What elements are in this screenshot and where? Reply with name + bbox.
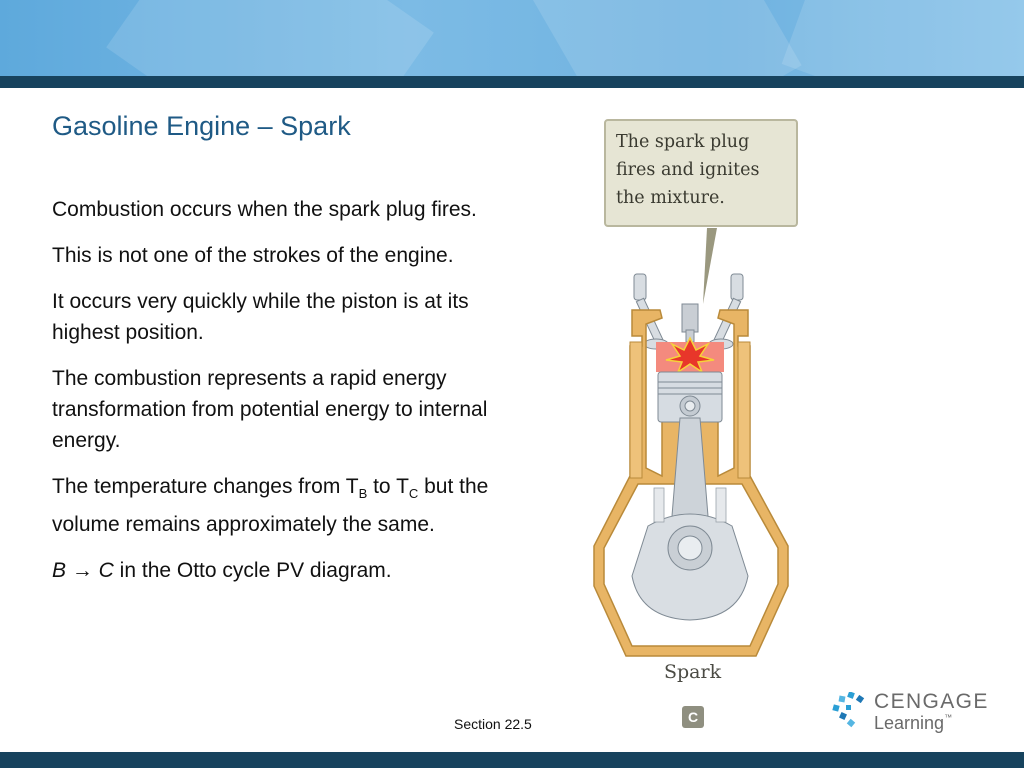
crankshaft (632, 514, 748, 620)
cengage-logo (832, 690, 989, 740)
callout-text: The spark plug fires and ignites the mixture. (616, 132, 760, 208)
engine-diagram (590, 226, 805, 666)
paragraph-not-stroke: This is not one of the strokes of the engine. (52, 244, 454, 267)
paragraph-energy: The combustion represents a rapid energy transformation from potential energy to internal energy. (52, 367, 488, 452)
section-label: Section 22.5 (454, 716, 532, 732)
paragraph-otto: B → C in the Otto cycle PV diagram. (52, 559, 392, 583)
figure-callout (604, 119, 798, 227)
header-bar (0, 76, 1024, 88)
slide-title: Gasoline Engine – Spark (52, 111, 351, 141)
spark-plug (682, 304, 698, 342)
header-banner (0, 0, 1024, 76)
cylinder-right-wall (738, 342, 750, 478)
paragraph-combustion: Combustion occurs when the spark plug fires. (52, 198, 477, 221)
paragraph-quickly: It occurs very quickly while the piston is at its highest position. (52, 290, 469, 344)
slide-body (52, 194, 507, 601)
figure-caption: Spark (664, 661, 722, 683)
piston (658, 372, 722, 422)
footer-bar (0, 752, 1024, 768)
logo-text-cengage: CENGAGE (874, 690, 989, 713)
logo-text-learning: Learning™ (874, 713, 953, 733)
cengage-logo-icon (832, 692, 868, 728)
copyright-badge: C (682, 706, 704, 728)
cylinder-left-wall (630, 342, 642, 478)
callout-pointer (703, 228, 717, 304)
paragraph-temperature: The temperature changes from $T_B$ to $T_C$ but the volume remains approximately the same. (52, 475, 489, 537)
